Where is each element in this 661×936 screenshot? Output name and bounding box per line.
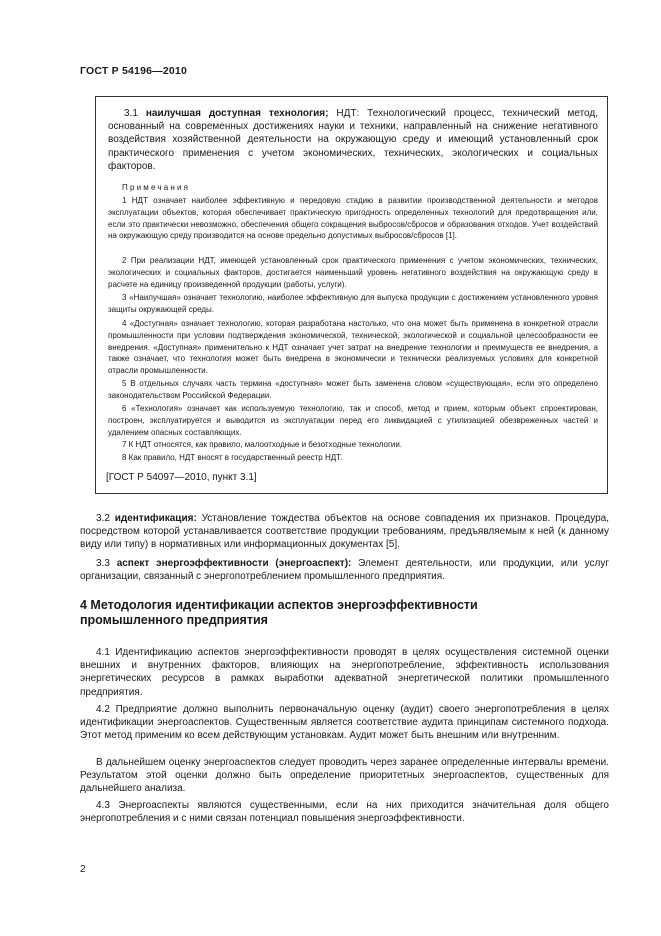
note-3: 3 «Наилучшая» означает технологию, наиболее эффективную для выпуска продукции с достижением установленного уровня защиты окружающей среды.: [108, 293, 598, 314]
paragraph-4-2-continued: В дальнейшем оценку энергоаспектов следует проводить через заранее определенные интервалы времени. Результатом этой оценки должно быть определение приоритетных энергоаспектов, существенных для дальнейшего анализа.: [80, 757, 609, 795]
note-6: 6 «Технология» означает как используемую технологию, так и способ, метод и прием, которым объект спроектирован, построен, эксплуатируется и выводится из эксплуатации перед его ликвидацией с утилизацией обезвреженных частей и удалением опасных составляющих.: [108, 404, 598, 437]
term-name: наилучшая доступная технология;: [145, 108, 329, 119]
note-1: 1 НДТ означает наиболее эффективную и передовую стадию в развитии производственной деятельности и методов эксплуатации объектов, которая обеспечивает практическую пригодность определенных технологий для предотвращения или, если это практически невозможно, обеспечения общего сокращения выбросов/сбросов и образования отходов. Учет воздействий на окружающую среду производится на основе предельно допустимых выбросов/сбросов [1].: [108, 196, 598, 241]
page-number: 2: [80, 864, 86, 875]
term-number: 3.1: [124, 108, 138, 119]
term-number: 3.3: [96, 558, 110, 569]
term-name: идентификация:: [114, 513, 197, 524]
term-box: [95, 96, 608, 494]
term-3-1: [108, 107, 598, 173]
paragraph-4-2: 4.2 Предприятие должно выполнить первоначальную оценку (аудит) своего энергопотребления в целях идентификации энергоаспектов. Существенным является соответствие аудита принципам системного подхода. Этот метод применим ко всем действующим установкам. Аудит может быть внешним или внутренним.: [80, 704, 609, 742]
term-number: 3.2: [96, 513, 110, 524]
note-5: 5 В отдельных случаях часть термина «доступная» может быть заменена словом «существующая», если это определено законодательством Российской Федерации.: [108, 379, 598, 400]
document-header: ГОСТ Р 54196—2010: [80, 65, 188, 77]
term-definition: Установление тождества объектов на основе совпадения их признаков. Процедура, посредством которой устанавливается соответствие продукции требованиям, предъявляемым к ней (к данному виду или типу) в нормативных или информационных документах [5].: [80, 513, 609, 551]
term-definition: Элемент деятельности, или продукции, или услуг организации, связанный с энергопотреблением промышленного предприятия.: [80, 558, 609, 583]
note-8: 8 Как правило, НДТ вносят в государственный реестр НДТ.: [122, 453, 343, 462]
note-4: 4 «Доступная» означает технологию, которая разработана настолько, что она может быть применена в конкретной отрасли промышленности при условии подтверждения экономической, технической, экологической и социальной целесообразности ее внедрения. «Доступная» применительно к НДТ означает учет затрат на внедрение технологии и преимуществ ее внедрения, а также означает, что технология может быть внедрена в экономически и технически реализуемых условиях для конкретной отрасли промышленности.: [108, 319, 598, 376]
paragraph-4-1: 4.1 Идентификацию аспектов энергоэффективности проводят в целях осуществления системной оценки внешних и внутренних факторов, влияющих на энергопотребление, эффективность использования энергетических ресурсов в рамках выработки адекватной энергетической политики промышленного предприятия.: [80, 647, 609, 698]
term-3-2: [80, 512, 609, 552]
note-2: 2 При реализации НДТ, имеющей установленный срок практического применения с учетом экономических, технических, экологических и социальных факторов, достигается наименьший уровень негативного воздействия на окружающую среду в расчете на единицу произведенной продукции (работы, услуги).: [108, 256, 598, 289]
source-reference: [ГОСТ Р 54097—2010, пункт 3.1]: [106, 472, 257, 483]
term-definition: НДТ: Технологический процесс, технический метод, основанный на современных достижениях науки и техники, направленный на снижение негативного воздействия хозяйственной деятельности на окружающую среду и имеющий установленный срок практического применения с учетом экономических, технических, экологических и социальных факторов.: [108, 108, 599, 172]
section-4-title: 4 Методология идентификации аспектов энергоэффективности промышленного предприятия: [80, 598, 478, 627]
term-3-3: [80, 557, 609, 583]
note-7: 7 К НДТ относятся, как правило, малоотходные и безотходные технологии.: [122, 440, 403, 449]
paragraph-4-3: 4.3 Энергоаспекты являются существенными, если на них приходится значительная доля общего энергопотребления и с ними связан потенциал повышения энергоэффективности.: [80, 800, 609, 825]
term-name: аспект энергоэффективности (энергоаспект):: [116, 558, 352, 569]
notes-heading: Примечания: [122, 183, 191, 192]
